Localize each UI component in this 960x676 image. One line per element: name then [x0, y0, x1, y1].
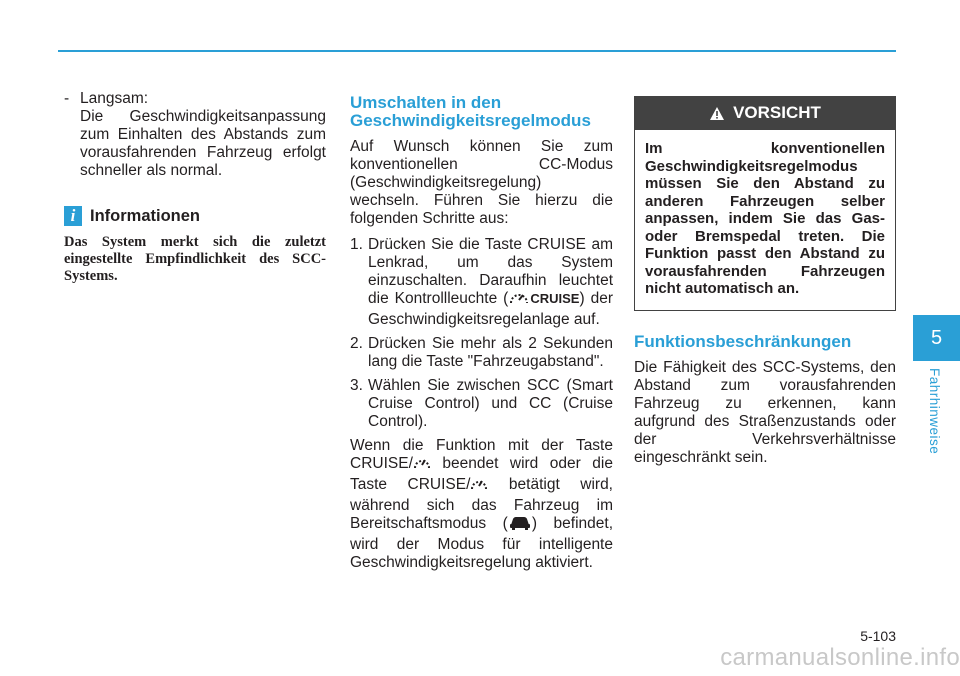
info-icon: i: [64, 206, 82, 226]
step-text: Drücken Sie mehr als 2 Sekunden lang die Taste "Fahrzeugabstand".: [368, 335, 613, 370]
speedometer-icon: [413, 455, 431, 476]
info-text: Das System merkt sich die zuletzt eingestellte Empfindlichkeit des SCC-Systems.: [64, 234, 326, 284]
warning-triangle-icon: [709, 106, 725, 121]
slow-item: [64, 90, 326, 108]
chapter-label: Fahrhinweise: [927, 368, 942, 455]
right-column: [634, 90, 896, 467]
speedometer-icon: [470, 476, 488, 497]
middle-column: [350, 90, 613, 572]
page-number: 5-103: [860, 628, 896, 644]
section-heading-limits: Funktionsbeschränkungen: [634, 331, 852, 351]
caution-header: [634, 96, 896, 130]
step-number: 3.: [350, 377, 363, 394]
top-rule: [58, 50, 896, 52]
steps-list: [350, 236, 613, 431]
para-text-d: ) befindet, wird der Modus für intelligente Geschwindigkeitsregelung aktiviert.: [350, 515, 613, 571]
step-number: 1.: [350, 236, 363, 253]
step-item: [350, 377, 613, 431]
intro-paragraph: Auf Wunsch können Sie zum konventionellen CC-Modus (Geschwindigkeitsregelung) wechseln. Führen Sie hierzu die folgenden Schritte aus:: [350, 138, 613, 227]
step-number: 2.: [350, 335, 363, 352]
slow-label: Langsam:: [80, 90, 149, 107]
step-text: [368, 236, 613, 329]
left-column: [64, 90, 326, 285]
car-standby-icon: [508, 515, 532, 536]
step-item: [350, 335, 613, 371]
section-heading-switch: Umschalten in den Geschwindigkeitsregelmodus: [350, 93, 591, 130]
caution-text: Im konventionellen Geschwindigkeitsregelmodus müssen Sie den Abstand zu anderen Fahrzeugen selber anpassen, indem Sie das Gas- oder Bremspedal treten. Die Funktion passt den Abstand zu vorausfahrenden Fahrzeugen nicht automatisch an.: [634, 130, 896, 311]
cruise-off-paragraph: [350, 437, 613, 572]
para-text-b: beendet wird oder die Taste CRUISE/: [350, 455, 613, 493]
step-item: [350, 236, 613, 329]
para-text-a: Wenn die Funktion mit der Taste CRUISE/: [350, 437, 613, 472]
slow-text: Die Geschwindigkeitsanpassung zum Einhalten des Abstands zum vorausfahrenden Fahrzeug erfolgt schneller als normal.: [80, 108, 326, 179]
step1-text-a: Drücken Sie die Taste CRUISE am Lenkrad, um das System einzuschalten. Daraufhin leuchtet die Kontrollleuchte (: [368, 236, 613, 307]
caution-title: VORSICHT: [733, 103, 821, 122]
step1-text-b: ) der Geschwindigkeitsregelanlage auf.: [368, 290, 614, 328]
para-text-c: betätigt wird, während sich das Fahrzeug im Bereitschaftsmodus (: [350, 476, 613, 532]
chapter-tab: 5: [913, 315, 960, 361]
cruise-indicator-label: CRUISE: [530, 291, 580, 306]
info-heading: [64, 206, 326, 226]
info-title: Informationen: [90, 207, 200, 225]
limits-paragraph: Die Fähigkeit des SCC-Systems, den Abstand zum vorausfahrenden Fahrzeug zu erkennen, kann aufgrund des Straßenzustands oder der Verkehrsverhältnisse eingeschränkt sein.: [634, 358, 896, 466]
watermark: carmanualsonline.info: [720, 644, 960, 671]
cruise-indicator-icon: [508, 290, 530, 311]
step-text: Wählen Sie zwischen SCC (Smart Cruise Control) und CC (Cruise Control).: [368, 377, 613, 430]
dash-bullet: -: [64, 90, 70, 107]
